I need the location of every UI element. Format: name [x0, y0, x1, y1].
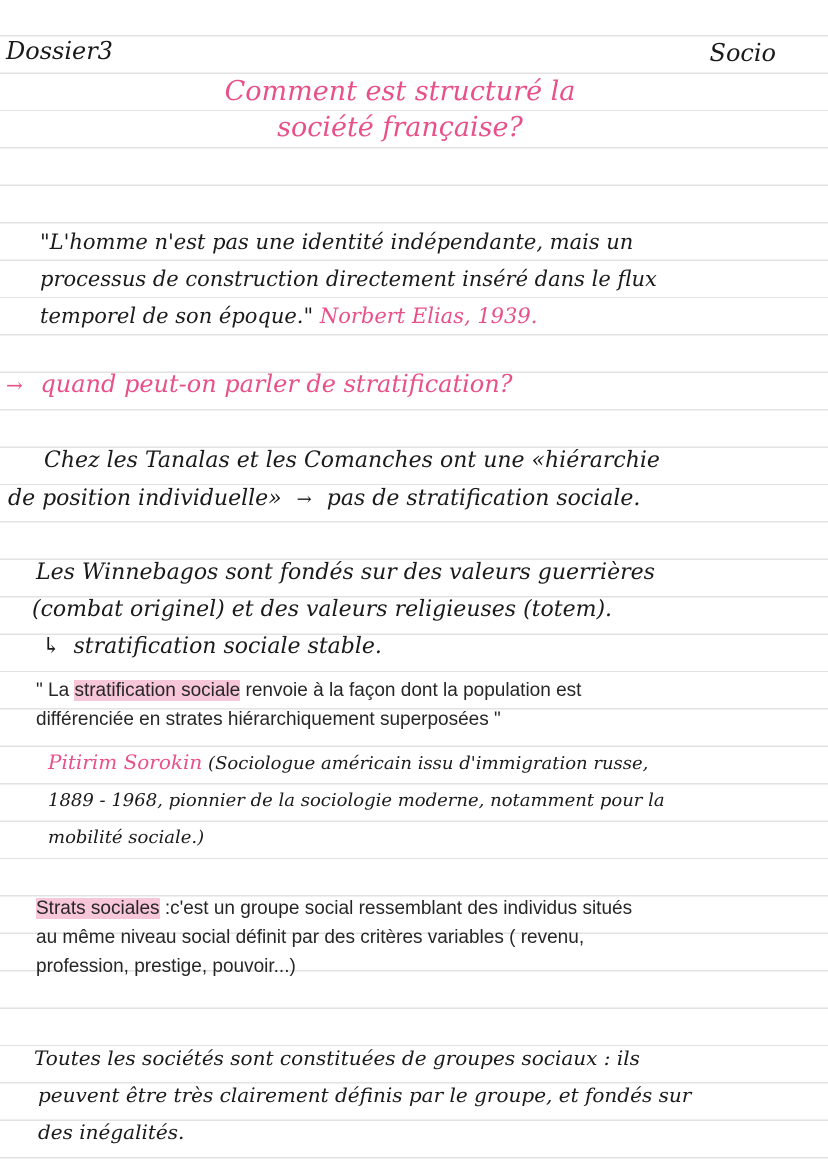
- toutes-line-3: des inégalités.: [38, 1120, 185, 1144]
- tanalas-line-2: [8, 480, 823, 519]
- page-title: [150, 74, 650, 146]
- highlighted-term: Strats sociales: [36, 898, 160, 919]
- winnebagos-paragraph: [32, 554, 822, 665]
- winnebagos-line-1: Les Winnebagos sont fondés sur des valeurs guerrières: [36, 560, 655, 585]
- sorokin-quote-line-2: différenciée en strates hiérarchiquement superposées ": [36, 709, 501, 730]
- tanalas-line-1: Chez les Tanalas et les Comanches ont une «hiérarchie: [44, 448, 660, 473]
- toutes-line-1: Toutes les sociétés sont constituées de groupes sociaux : ils: [34, 1046, 640, 1070]
- header-right: Socio: [709, 39, 776, 67]
- strates-line-1-rest: :c'est un groupe social ressemblant des individus situés: [159, 898, 633, 919]
- strates-line-1: [36, 894, 816, 923]
- winnebagos-line-3: [32, 628, 822, 665]
- title-line-1: Comment est structuré la: [224, 76, 576, 107]
- tanalas-line-2-text: de position individuelle»: [8, 486, 282, 511]
- strates-definition: [36, 894, 816, 981]
- sorokin-quote: [36, 676, 816, 734]
- winnebagos-line-2: (combat originel) et des valeurs religieuses (totem).: [32, 597, 613, 622]
- header-left: Dossier3: [6, 37, 113, 65]
- sorokin-name: Pitirim Sorokin: [48, 750, 203, 774]
- strates-line-3: profession, prestige, pouvoir...): [36, 956, 296, 977]
- question-stratification: [6, 366, 513, 404]
- quote-elias-line-2: processus de construction directement inséré dans le flux: [40, 267, 657, 291]
- toutes-line-2: peuvent être très clairement définis par le groupe, et fondés sur: [38, 1083, 692, 1107]
- winnebagos-line-3-text: stratification sociale stable.: [73, 634, 382, 659]
- toutes-paragraph: [34, 1040, 824, 1151]
- strates-line-2: au même niveau social définit par des critères variables ( revenu,: [36, 927, 585, 948]
- quote-elias: [40, 224, 820, 335]
- arrow-icon: →: [6, 373, 23, 397]
- sorokin-quote-line-1: [36, 676, 816, 705]
- sorokin-line-1-rest: (Sociologue américain issu d'immigration russe,: [208, 753, 649, 774]
- quote-elias-line-3: [40, 298, 820, 335]
- sorokin-note-line-3: mobilité sociale.): [48, 827, 205, 848]
- sorokin-quote-rest: renvoie à la façon dont la population est: [240, 680, 582, 701]
- sorokin-note-line-2: 1889 - 1968, pionnier de la sociologie moderne, notamment pour la: [48, 790, 665, 811]
- turn-arrow-icon: ↳: [42, 634, 61, 659]
- question-text: quand peut-on parler de stratification?: [40, 370, 513, 398]
- title-line-2: société française?: [277, 112, 523, 143]
- tanalas-paragraph: [8, 442, 823, 519]
- quote-elias-line-1: "L'homme n'est pas une identité indépendante, mais un: [40, 230, 634, 254]
- quote-elias-line-3-text: temporel de son époque.": [40, 304, 314, 328]
- sorokin-note: [48, 744, 826, 856]
- tanalas-line-2-result: pas de stratification sociale.: [326, 486, 641, 511]
- quote-elias-author: Norbert Elias, 1939.: [319, 304, 538, 328]
- highlighted-term: stratification sociale: [74, 680, 241, 701]
- sorokin-quote-prefix: " La: [36, 680, 75, 701]
- arrow-icon: →: [296, 489, 312, 510]
- sorokin-note-line-1: [48, 744, 826, 782]
